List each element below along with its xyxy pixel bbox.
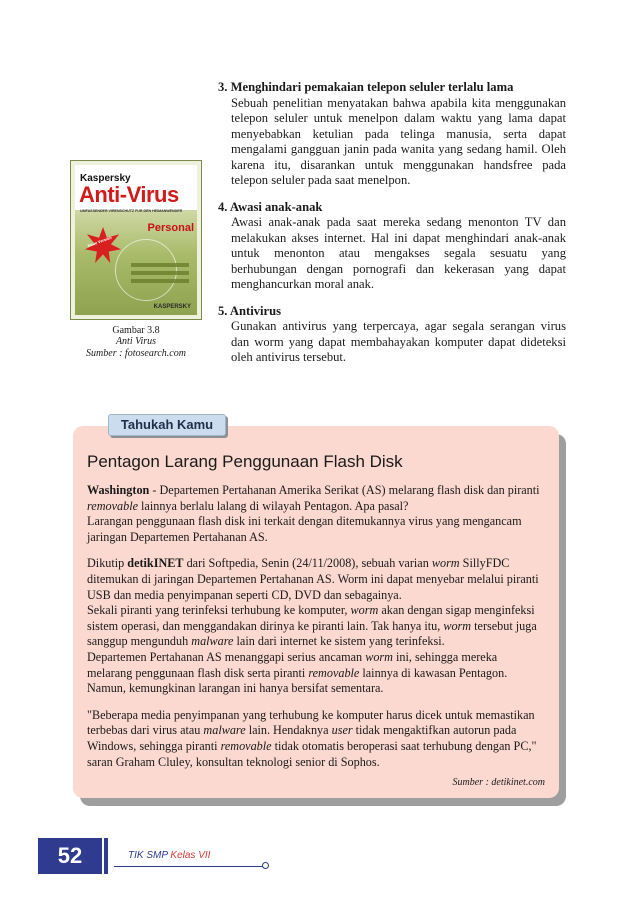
footer-rule [114,866,264,867]
list-item-heading: 3. Menghindari pemakaian telepon seluler terlalu lama [218,80,514,94]
italic-term: removable [87,498,138,513]
list-item-heading: 5. Antivirus [218,303,281,318]
box-logo: KASPERSKY [153,304,191,310]
list-item-heading: 4. Awasi anak-anak [218,199,323,214]
italic-term: malware [203,723,246,738]
italic-term: removable [308,665,360,680]
italic-term: worm [443,618,472,633]
figure-caption-title: Gambar 3.8 [112,325,160,336]
text-run: Departemen Pertahanan AS menanggapi serius ancaman [87,649,366,664]
tips-list [218,80,566,377]
figure-caption-subtitle: Anti Virus [115,336,157,347]
list-item-body: Gunakan antivirus yang terpercaya, agar segala serangan virus dan worm yang dapat membahayakan komputer dapat dideteksi oleh antivirus tersebut. [231,319,566,364]
text-run: lain dari internet ke sistem yang terinfeksi. [233,634,445,649]
list-item-body: Sebuah penelitian menyatakan bahwa apabila kita menggunakan telepon seluler untuk menelpon dalam waktu yang lama dapat menyebabkan ketulian pada telinga manusia, serta dapat mengalami gangguan janin pada wanita yang sedang hamil. Oleh karena itu, disarankan untuk menggunakan handsfree pada telepon seluler pada saat menelpon. [231,95,566,187]
text-run: lainnya di kawasan Pentagon. Namun, kemungkinan larangan ini hanya bersifat sementara. [87,665,508,696]
infobox-paragraph-3 [87,708,545,770]
text-run: SillyFDC ditemukan di jaringan Departemen Pertahanan AS. Worm ini dapat menyebar melalui piranti USB dan media penyimpanan seperti CD, DVD dan sebagainya. [87,556,539,602]
figure-caption-source: Sumber : fotosearch.com [86,348,186,359]
antivirus-figure [70,160,202,320]
footer-book-suffix: Kelas VII [167,850,211,861]
text-run: Dikutip [87,556,128,571]
italic-term: worm [350,603,379,618]
infobox-headline: Pentagon Larang Penggunaan Flash Disk [87,452,403,471]
list-item-body: Awasi anak-anak pada saat mereka sedang menonton TV dan melakukan akses internet. Hal ini dapat menghindari anak-anak untuk menonton atau mengakses segala sesuatu yang berhubungan dengan pornografi dan kekerasan yang dapat menghancurkan moral anak. [231,215,566,291]
text-run: Sekali piranti yang terinfeksi terhubung ke komputer, [87,603,351,618]
box-brand: Kaspersky [80,173,131,184]
page-number: 52 [57,843,83,868]
tahukah-kamu-tab: Tahukah Kamu [108,414,226,436]
list-item [218,200,566,293]
box-edition: Personal [147,222,194,234]
text-run: tersebut juga sanggup mengunduh [87,618,537,649]
footer-book-prefix: TIK SMP [128,850,168,861]
box-product-name: Anti-Virus [79,182,179,207]
infobox-paragraph-1 [87,483,545,545]
text-run: ini, sehingga mereka melarang penggunaan flash disk serta piranti [87,649,498,680]
italic-term: worm [365,649,393,664]
list-item [218,80,566,189]
italic-term: removable [220,738,272,753]
footer-book-title [128,850,210,861]
tahukah-kamu-box [73,426,559,798]
text-run: lain. Hendaknya [245,723,332,738]
dateline: Washington [87,483,150,497]
infobox-source: Sumber : detikinet.com [452,777,545,789]
text-run: "Beberapa media penyimpanan yang terhubung ke komputer harus dicek untuk memastikan terbebas dari virus atau [87,707,535,738]
text-run: Larangan penggunaan flash disk ini terkait dengan ditemukannya virus yang mengancam jaringan Departemen Pertahanan AS. [87,514,522,544]
box-tagline: UMFASSENDER VIRENSCHUTZ FÜR DEN HEIMANWENDER [80,209,183,213]
source-name: detikINET [127,556,184,571]
text-run: akan dengan sigap menginfeksi sistem operasi, dan menggandakan dirinya ke piranti lain. Tak hanya itu, [87,603,535,633]
page-number-bar [104,838,108,874]
list-item [218,304,566,366]
text-run: tidak mengaktifkan autorun pada Windows, sehingga piranti [87,723,517,753]
italic-term: malware [191,634,234,649]
infobox-paragraph-2 [87,556,545,696]
text-run: dari Softpedia, Senin (24/11/2008), sebuah varian [183,556,432,571]
footer-rule-end-icon [262,862,269,869]
text-run: tidak otomatis beroperasi saat terhubung dengan PC," saran Graham Cluley, konsultan teknologi senior di Sophos. [87,738,537,769]
text-run: - Departemen Pertahanan Amerika Serikat (AS) melarang flash disk dan piranti [149,483,540,497]
italic-term: worm [431,556,460,571]
text-run: lainnya berlalu lalang di wilayah Pentagon. Apa pasal? [138,498,409,513]
italic-term: user [331,723,353,738]
antivirus-box-image [75,165,197,315]
box-feature-stripes [131,263,189,295]
starburst-label: Neue Version [86,234,113,249]
